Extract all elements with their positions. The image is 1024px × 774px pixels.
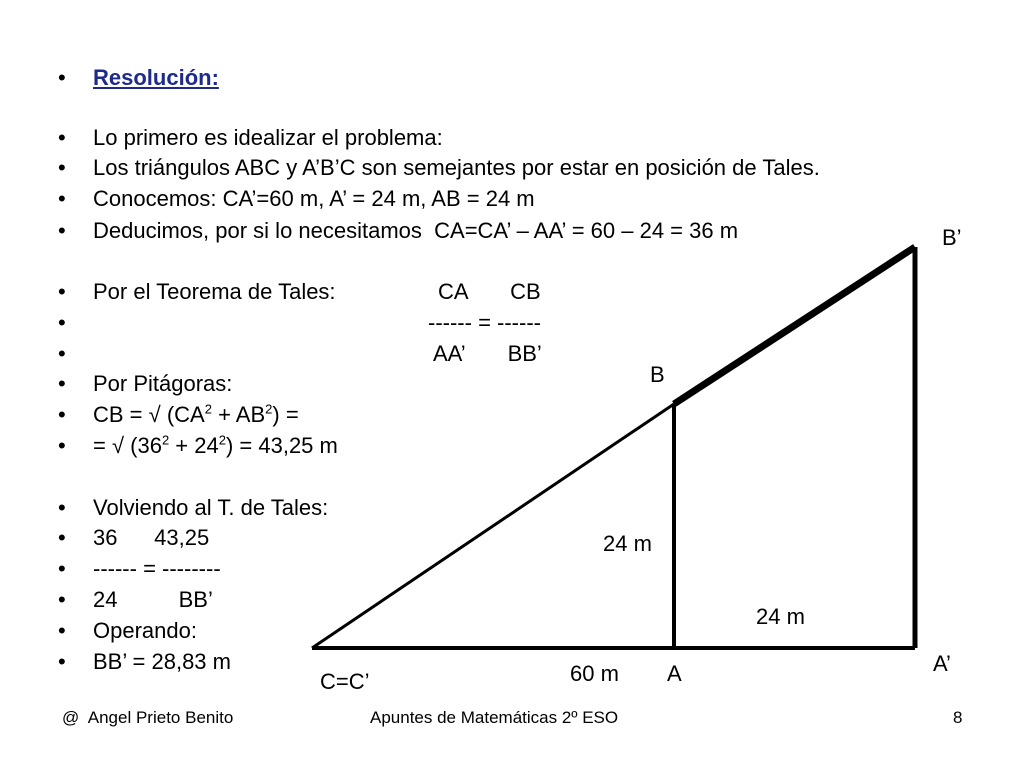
bullet-line: • = √ $(36^2 + 24^2) = 43,25$ m [58, 430, 82, 462]
label-c: C=C’ [320, 669, 370, 694]
label-ab-length: 24 m [603, 531, 652, 556]
bullet-line: • CB = √ $(CA^2 + AB^2)$ = [58, 399, 82, 431]
label-a: A [667, 661, 682, 686]
hypotenuse-CB [312, 404, 674, 648]
bullet-line: • ------ = -------- [58, 556, 221, 581]
bullet-line: • Volviendo al T. de Tales: [58, 495, 329, 520]
tales-numerator: CA CB [438, 279, 541, 304]
tales-fraction-bar: ------ = ------ [428, 310, 541, 335]
bullet-line: • Por Pitágoras: [58, 371, 233, 396]
footer-author: @ Angel Prieto Benito [62, 708, 234, 727]
pythagoras-result: = √ $(36^2 + 24^2) = 43,25$ m [93, 432, 338, 458]
label-aa-prime-length: 24 m [756, 604, 805, 629]
bullet-line: • Lo primero es idealizar el problema: [58, 125, 443, 150]
bullet-line: • Por el Teorema de Tales: CA CB [58, 276, 82, 308]
tales-denominator: AA’ BB’ [433, 341, 542, 366]
bullet-line: • Los triángulos ABC y A’B’C son semejantes por estar en posición de Tales. [58, 155, 820, 180]
label-b-prime: B’ [942, 225, 962, 250]
bullet-line: • AA’ BB’ [58, 338, 82, 370]
bullet-line: • Deducimos, por si lo necesitamos CA=CA’ – AA’ = 60 – 24 = 36 m [58, 218, 739, 243]
resolution-heading: Resolución: [93, 65, 219, 90]
label-b: B [650, 362, 665, 387]
bullet-line: • Conocemos: CA’=60 m, A’ = 24 m, AB = 24 m [58, 186, 535, 211]
bullet-line: • Operando: [58, 618, 197, 643]
bullet-line: • ------ = ------ [58, 307, 82, 339]
footer-page-number: 8 [953, 708, 963, 727]
bullet-title: • Resolución: [58, 62, 82, 94]
bullet-line: • 36 43,25 [58, 525, 210, 550]
pythagoras-formula: CB = √ $(CA^2 + AB^2)$ = [93, 401, 299, 427]
label-a-prime: A’ [933, 651, 951, 676]
bullet-line: • BB’ = 28,83 m [58, 649, 231, 674]
footer-course: Apuntes de Matemáticas 2º ESO [370, 708, 619, 727]
bullet-line: • 24 BB’ [58, 587, 213, 612]
hypotenuse-BB-prime [674, 247, 915, 404]
label-ca-prime-length: 60 m [570, 661, 619, 686]
